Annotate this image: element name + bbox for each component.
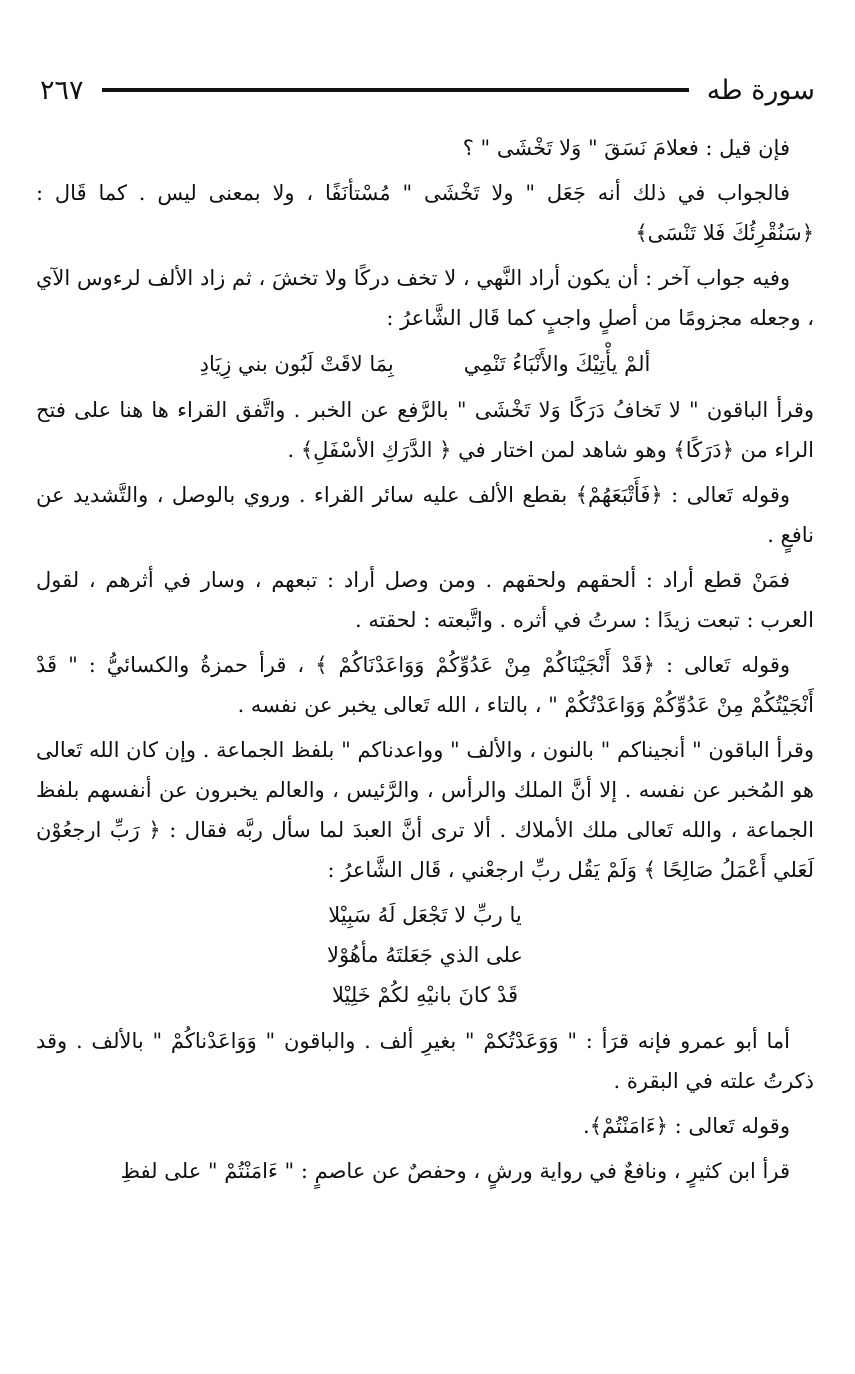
poetry-right-hemistich: ألمْ يأْتِيْكَ والأَنْبَاءُ تَنْمِي xyxy=(463,352,651,376)
poetry-verse xyxy=(36,344,814,384)
paragraph-11: قرأ ابن كثيرٍ ، ونافعٌ في رواية ورشٍ ، وحفصٌ عن عاصمٍ : " ءَامَنْتُمْ " على لفظِ xyxy=(120,1159,790,1183)
header-rule xyxy=(102,88,689,92)
paragraph-3: وفيه جواب آخر : أن يكون أراد النَّهي ، لا تخف دركًا ولا تخشَ ، ثم زاد الألف لرءوس الآي ، وجعله مجزومًا من أصلٍ واجبٍ كما قَال الشَّاعرُ : xyxy=(36,266,814,330)
paragraph-4: وقرأ الباقون " لا تَخافُ دَرَكًا وَلا تَخْشَى " بالرَّفع عن الخبر . واتَّفق القراء ها هنا على فتح الراء من ﴿دَرَكًا﴾ وهو شاهد لمن اختار في ﴿ الدَّرَكِ الأسْفَلِ﴾ . xyxy=(36,398,814,462)
body-text xyxy=(36,128,814,1196)
paragraph-5: وقوله تَعالى : ﴿فَأَتْبَعَهُمْ﴾ بقطع الألف عليه سائر القراء . وروي بالوصل ، والتَّشديد عن نافعٍ . xyxy=(36,483,814,547)
poetry-line-1: يا ربِّ لا تَجْعَل لَهُ سَبِيْلا xyxy=(328,903,522,927)
poetry-left-hemistich: بِمَا لاقَتْ لَبُون بني زِيَادِ xyxy=(199,352,394,376)
paragraph-7: وقوله تَعالى : ﴿قَدْ أَنْجَيْنَاكُمْ مِنْ عَدُوِّكُمْ وَوَاعَدْنَاكُمْ ﴾ ، قرأ حمزةُ والكسائيُّ : " قَدْ أَنْجَيْتُكُمْ مِنْ عَدُوِّكُمْ وَوَاعَدْتُكُمْ " ، بالتاء ، الله تَعالى يخبر عن نفسه . xyxy=(36,653,814,717)
paragraph-8: وقرأ الباقون " أنجيناكم " بالنون ، والألف " وواعدناكم " بلفظ الجماعة . وإن كان الله تَعالى هو المُخبر عن نفسه . إلا أنَّ الملك والرأس ، والرَّئيس ، والعالم يخبرون عن أنفسهم بلفظ الجماعة ، والله تَعالى ملك الأملاك . ألا ترى أنَّ العبدَ لما سأل ربَّه فقال : ﴿ رَبِّ ارجعُوْن لَعَلي أَعْمَلُ صَالِحًا ﴾ وَلَمْ يَقُل ربِّ ارجعْني ، قَال الشَّاعرُ : xyxy=(36,738,814,882)
poetry-line-3: قَدْ كانَ بانيْهِ لكُمْ خَلِيْلا xyxy=(331,983,519,1007)
poetry-line-2: على الذي جَعَلتَهُ مأهُوْلا xyxy=(327,943,523,967)
page-header xyxy=(40,70,815,110)
page-number: ٢٦٧ xyxy=(40,74,84,106)
surah-title: سورة طه xyxy=(706,74,815,106)
paragraph-1: فإن قيل : فعلامَ نَسَقَ " وَلا تَخْشَى " ؟ xyxy=(462,136,790,160)
paragraph-2: فالجواب في ذلك أنه جَعَل " ولا تَخْشَى " مُسْتأنَفًا ، ولا بمعنى ليس . كما قَال : ﴿سَنُقْرِئُكَ فَلا تَنْسَى﴾ xyxy=(36,181,814,245)
paragraph-6: فمَنْ قطع أراد : ألحقهم ولحقهم . ومن وصل أراد : تبعهم ، وسار في أثرهم ، لقول العرب : تبعت زيدًا : سرتُ في أثره . واتَّبعته : لحقته . xyxy=(36,568,814,632)
paragraph-9: أما أبو عمرو فإنه قرَأ : " وَوَعَدْتُكمْ " بغيرِ ألف . والباقون " وَوَاعَدْناكُمْ " بالألف . وقد ذكرتُ علته في البقرة . xyxy=(36,1029,814,1093)
paragraph-10: وقوله تَعالى : ﴿ءَامَنْتُمْ﴾. xyxy=(583,1114,790,1138)
